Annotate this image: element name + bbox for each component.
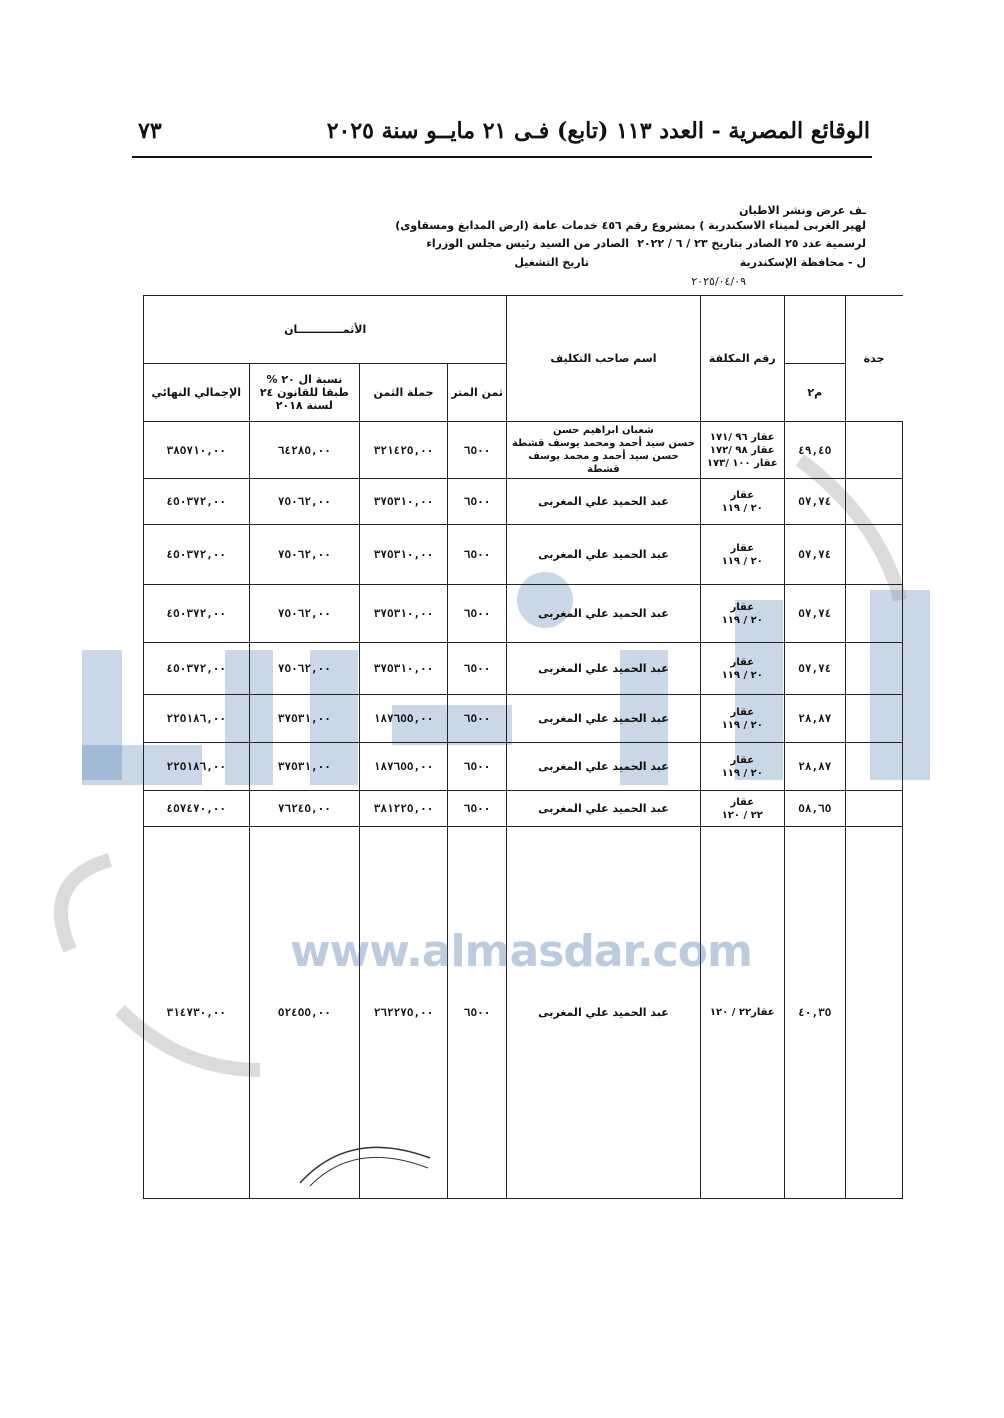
total-price-cell: ٢٦٢٢٧٥,٠٠ [360,827,448,1199]
header-owner: اسم صاحب التكليف [507,296,700,422]
cut-cell [845,525,902,585]
grand-total-cell: ٣٨٥٧١٠,٠٠ [144,422,250,479]
cut-cell [845,827,902,1199]
area-cell: ٤٠,٣٥ [785,827,846,1199]
grand-total-cell: ٢٢٥١٨٦,٠٠ [144,695,250,743]
header-prices-group: الأثمــــــــــــان [144,296,507,364]
area-cell: ٤٩,٤٥ [785,422,846,479]
grand-total-cell: ٤٥٠٣٧٢,٠٠ [144,479,250,525]
parcel-line: عقار [730,542,755,554]
intro-line-2: لهير الغربى لميناء الاسكندرية ) بمشروع رقم ٤٥٦ خدمات عامة (ارض المدابغ ومسقاوى) [395,219,866,232]
cut-cell [845,422,902,479]
total-price-cell: ١٨٧٦٥٥,٠٠ [360,695,448,743]
table-row [144,525,903,585]
parcel-line: عقار [730,706,755,718]
parcel-line: ٢٠ / ١١٩ [721,502,763,514]
owner-cell: عبد الحميد علي المغربى [507,585,700,643]
header-divider [132,156,872,158]
pct-20-cell: ٣٧٥٣١,٠٠ [249,743,360,791]
cut-cell [845,743,902,791]
price-per-meter-cell: ٦٥٠٠ [447,743,507,791]
pct-20-cell: ٧٥٠٦٢,٠٠ [249,643,360,695]
pct-20-cell: ٧٥٠٦٢,٠٠ [249,525,360,585]
area-cell: ٢٨,٨٧ [785,695,846,743]
parcel-line: عقار [730,656,755,668]
parcel-cell [700,643,785,695]
header-parcel-no: رقم المكلفة [700,296,785,422]
area-cell: ٥٧,٧٤ [785,585,846,643]
watermark-url: www.almasdar.com [290,926,752,977]
total-price-cell: ٣٧٥٣١٠,٠٠ [360,479,448,525]
intro-line-4a: ل - محافظة الإسكندرية [739,256,866,269]
owner-line: شعبان ابراهيم حسن [552,425,654,436]
intro-line-3b: الصادر من السيد رئيس مجلس الوزراء [426,237,629,250]
pct-20-cell: ٦٤٢٨٥,٠٠ [249,422,360,479]
price-per-meter-cell: ٦٥٠٠ [447,422,507,479]
grand-total-cell: ٤٥٠٣٧٢,٠٠ [144,585,250,643]
parcel-line: عقار ٩٨ /١٧٢ [709,444,775,456]
parcel-line: ٢٠ / ١١٩ [721,767,763,779]
grand-total-cell: ٣١٤٧٣٠,٠٠ [144,827,250,1199]
pct-20-cell: ٧٦٢٤٥,٠٠ [249,791,360,827]
area-cell: ٥٧,٧٤ [785,525,846,585]
intro-line-1: ـف عرض ونشر الاطيان [739,204,866,217]
parcel-cell [700,585,785,643]
intro-date: ٢٠٢٥/٠٤/٠٩ [691,275,746,288]
owner-cell: عبد الحميد علي المغربى [507,643,700,695]
cut-cell [845,695,902,743]
header-pct-20: نسبة ال ٢٠ % طبقا للقانون ٢٤ لسنة ٢٠١٨ [249,364,360,422]
total-price-cell: ٣٢١٤٢٥,٠٠ [360,422,448,479]
table-row [144,791,903,827]
header-area-top [785,296,846,364]
intro-line-4b: تاريخ التشغيل [514,256,589,269]
table-row [144,585,903,643]
header-price-per-meter: ثمن المتر [447,364,507,422]
cut-cell [845,643,902,695]
owner-cell: عبد الحميد علي المغربى [507,525,700,585]
owner-cell: عبد الحميد علي المغربى [507,743,700,791]
price-per-meter-cell: ٦٥٠٠ [447,695,507,743]
total-price-cell: ٣٨١٢٢٥,٠٠ [360,791,448,827]
parcel-line: ٢٢ / ١٢٠ [721,809,763,821]
parcel-line: عقار [730,796,755,808]
header-cut-col: جدة [845,296,902,422]
page-number: ٧٣ [138,118,162,144]
pct-20-cell: ٧٥٠٦٢,٠٠ [249,585,360,643]
parcel-line: ٢٠ / ١١٩ [721,669,763,681]
total-price-cell: ٣٧٥٣١٠,٠٠ [360,585,448,643]
table-row [144,643,903,695]
cut-cell [845,479,902,525]
gazette-title: الوقائع المصرية - العدد ١١٣ (تابع) فـى ٢١ مايــو سنة ٢٠٢٥ [326,118,870,144]
price-per-meter-cell: ٦٥٠٠ [447,525,507,585]
total-price-cell: ٣٧٥٣١٠,٠٠ [360,525,448,585]
parcel-line: عقار [730,601,755,613]
grand-total-cell: ٢٢٥١٨٦,٠٠ [144,743,250,791]
area-cell: ٥٧,٧٤ [785,479,846,525]
header-grand-total: الإجمالي النهائي [144,364,250,422]
page-header [130,112,870,156]
header-total-price: جملة الثمن [360,364,448,422]
parcel-cell [700,791,785,827]
total-price-cell: ١٨٧٦٥٥,٠٠ [360,743,448,791]
pct-20-cell: ٧٥٠٦٢,٠٠ [249,479,360,525]
cut-cell [845,791,902,827]
area-cell: ٥٨,٦٥ [785,791,846,827]
cut-cell [845,585,902,643]
parcel-line: عقار [730,754,755,766]
owner-cell [507,422,700,479]
owner-line: حسن سيد أحمد و محمد يوسف قشطة [528,451,679,475]
parcel-line: عقار [730,489,755,501]
grand-total-cell: ٤٥٧٤٧٠,٠٠ [144,791,250,827]
official-stamp [290,1128,440,1188]
intro-line-3a: لرسمية عدد ٢٥ الصادر بتاريخ ٢٣ / ٦ / ٢٠٢٢ [637,237,866,250]
parcel-line: عقار ١٠٠ /١٧٣ [706,457,778,469]
parcel-cell [700,525,785,585]
valuation-table [143,295,903,1199]
grand-total-cell: ٤٥٠٣٧٢,٠٠ [144,525,250,585]
parcel-cell [700,422,785,479]
grand-total-cell: ٤٥٠٣٧٢,٠٠ [144,643,250,695]
total-price-cell: ٣٧٥٣١٠,٠٠ [360,643,448,695]
price-per-meter-cell: ٦٥٠٠ [447,643,507,695]
parcel-cell [700,695,785,743]
parcel-cell: عقار٢٢ / ١٢٠ [700,827,785,1199]
owner-cell: عبد الحميد علي المغربى [507,827,700,1199]
price-per-meter-cell: ٦٥٠٠ [447,791,507,827]
table-row [144,827,903,1199]
header-unit: م٢ [785,364,846,422]
price-per-meter-cell: ٦٥٠٠ [447,827,507,1199]
pct-20-cell: ٣٧٥٣١,٠٠ [249,695,360,743]
table-row [144,479,903,525]
table-row [144,743,903,791]
table-row [144,695,903,743]
price-per-meter-cell: ٦٥٠٠ [447,479,507,525]
pct-20-cell: ٥٢٤٥٥,٠٠ [249,827,360,1199]
area-cell: ٢٨,٨٧ [785,743,846,791]
owner-cell: عبد الحميد علي المغربى [507,791,700,827]
parcel-cell [700,479,785,525]
owner-cell: عبد الحميد علي المغربى [507,479,700,525]
parcel-cell [700,743,785,791]
owner-cell: عبد الحميد علي المغربى [507,695,700,743]
parcel-line: ٢٠ / ١١٩ [721,614,763,626]
parcel-line: ٢٠ / ١١٩ [721,719,763,731]
valuation-table-wrap [143,295,885,1145]
table-row [144,422,903,479]
price-per-meter-cell: ٦٥٠٠ [447,585,507,643]
area-cell: ٥٧,٧٤ [785,643,846,695]
parcel-line: ٢٠ / ١١٩ [721,555,763,567]
owner-line: حسن سيد أحمد ومحمد يوسف قشطة [511,438,695,449]
parcel-line: عقار ٩٦ /١٧١ [709,431,775,443]
